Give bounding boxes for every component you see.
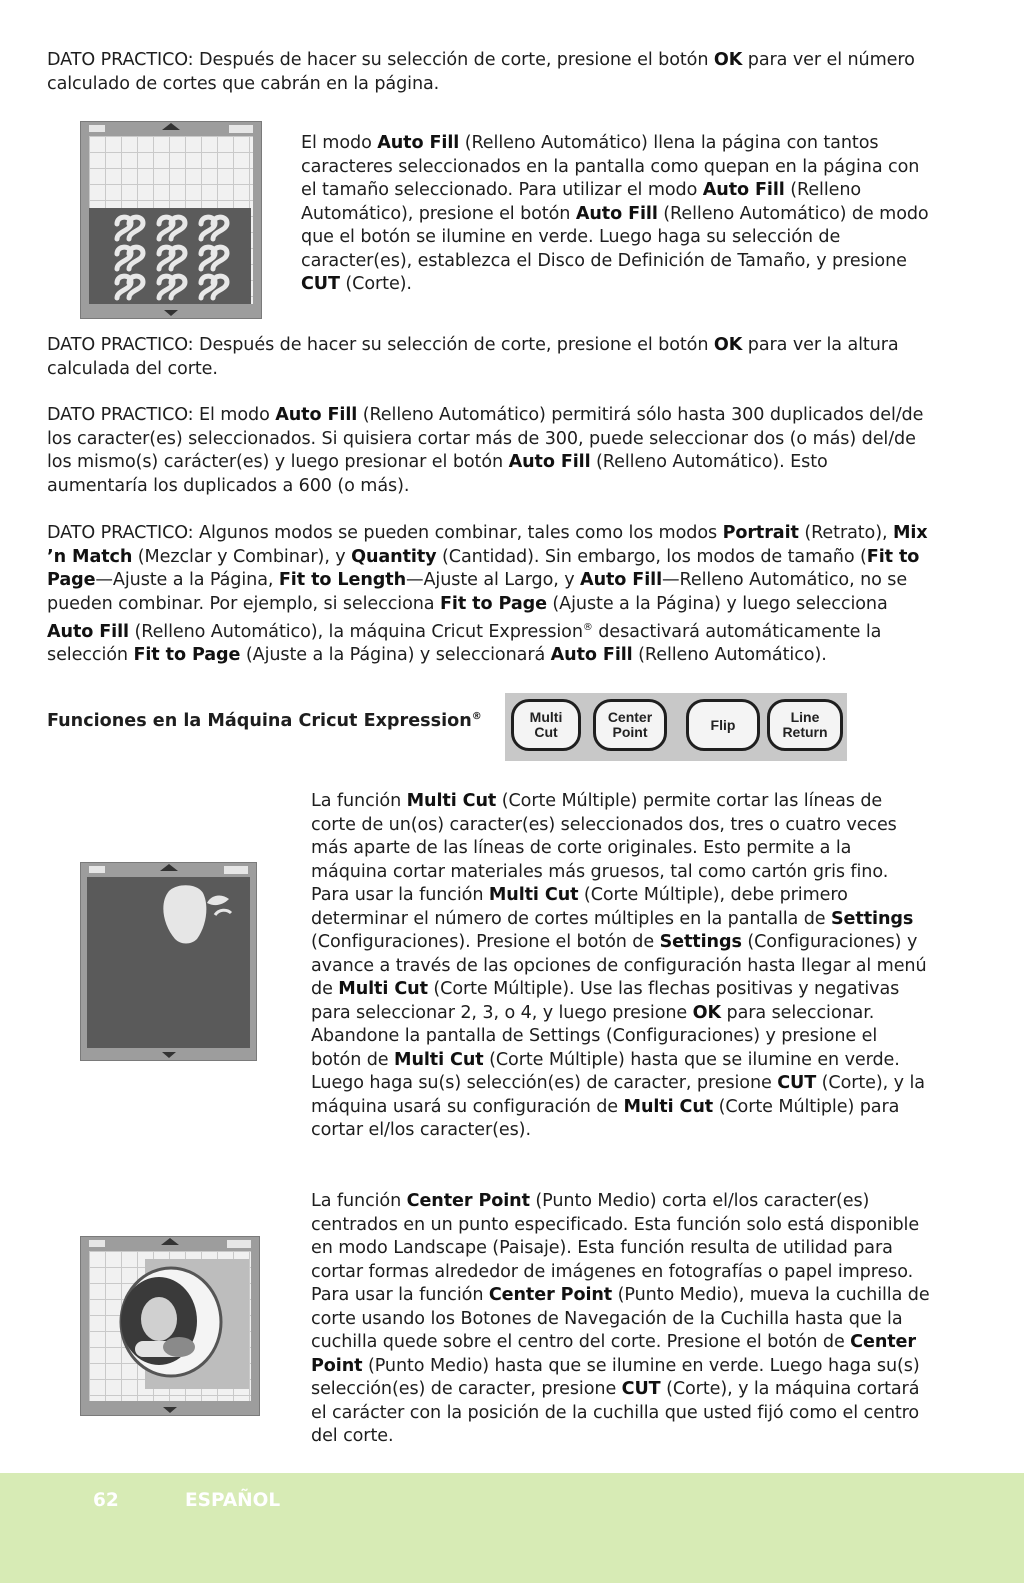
flip-button[interactable]: Flip — [686, 699, 760, 751]
portrait-photo-image — [117, 1263, 227, 1381]
center-point-paragraph: La función Center Point (Punto Medio) corta el/los caracter(es) centrados en un punto especificado. Esta función solo está disponible en modo Landscape (Paisaje). Esta función resulta de utilidad para cortar formas alrededor de imágenes en fotografías o papel impreso. Para usar la función Center Point (Punto Medio), mueva la cuchilla de corte usando los Botones de Navegación de la Cuchilla hasta que la cuchilla quede sobre el centro del corte. Presione el botón de Center Point (Punto Medio) hasta que se ilumine en verde. Luego haga su(s) selección(es) de caracter, presione CUT (Corte), y la máquina cortará el carácter con la posición de la cuchilla que usted fijó como el centro del corte. — [311, 1191, 930, 1446]
machine-buttons-panel — [505, 693, 847, 761]
mat-brand-mark — [89, 866, 105, 873]
mat-top-tab — [162, 123, 180, 130]
line-return-button[interactable]: Line Return — [767, 699, 843, 751]
mat-brand-mark — [89, 1240, 105, 1247]
multi-cut-paragraph: La función Multi Cut (Corte Múltiple) permite cortar las líneas de corte de un(os) caracter(es) seleccionados dos, tres o cuatro veces más aparte de las líneas de corte originales. Esto permite a la máquina cortar materiales más gruesos, tal como cartón gris fino. Para usar la función Multi Cut (Corte Múltiple), debe primero determinar el número de cortes múltiples en la pantalla de Settings (Configuraciones). Presione el botón de Settings (Configuraciones) y avance a través de las opciones de configuración hasta llegar al menú de Multi Cut (Corte Múltiple). Use las flechas positivas y negativas para seleccionar 2, 3, o 4, y luego presione OK para seleccionar. Abandone la pantalla de Settings (Configuraciones) y presione el botón de Multi Cut (Corte Múltiple) hasta que se ilumine en verde. Luego haga su(s) selección(es) de caracter, presione CUT (Corte), y la máquina usará su configuración de Multi Cut (Corte Múltiple) para cortar el/los caracter(es). — [311, 791, 927, 1140]
mat-top-tab — [161, 1238, 179, 1245]
tip-paragraph-1: DATO PRACTICO: Después de hacer su selección de corte, presione el botón OK para ver el número calculado de cortes que cabrán en la página. — [47, 50, 915, 94]
auto-fill-paragraph: El modo Auto Fill (Relleno Automático) llena la página con tantos caracteres seleccionados en la pantalla como quepan en la página con el tamaño seleccionado. Para utilizar el modo Auto Fill (Relleno Automático), presione el botón Auto Fill (Relleno Automático) de modo que el botón se ilumine en verde. Luego haga su selección de caracter(es), establezca el Disco de Definición de Tamaño, y presione CUT (Corte). — [301, 133, 929, 294]
multi-cut-mat-figure — [80, 862, 257, 1061]
center-point-button[interactable]: Center Point — [593, 699, 667, 751]
mat-brand-mark — [89, 125, 105, 132]
apple-shape-icon — [157, 881, 247, 945]
page-footer — [0, 1473, 1024, 1583]
mat-bottom-tab — [164, 310, 178, 316]
mat-bottom-tab — [162, 1052, 176, 1058]
multi-cut-button[interactable]: Multi Cut — [511, 699, 581, 751]
tip-paragraph-4: DATO PRACTICO: Algunos modos se pueden combinar, tales como los modos Portrait (Retrato), Mix ’n Match (Mezclar y Combinar), y Quantity (Cantidad). Sin embargo, los modos de tamaño (Fit to Page—Ajuste a la Página, Fit to Length—Ajuste al Largo, y Auto Fill—Relleno Automático, no se pueden combinar. Por ejemplo, si selecciona Fit to Page (Ajuste a la Página) y luego selecciona Auto Fill (Relleno Automático), la máquina Cricut Expression® desactivará automáticamente la selección Fit to Page (Ajuste a la Página) y seleccionará Auto Fill (Relleno Automático). — [47, 523, 928, 666]
auto-fill-s-characters — [111, 211, 241, 303]
page-number: 62 — [93, 1490, 119, 1511]
auto-fill-mat-figure — [80, 121, 262, 319]
language-label: ESPAÑOL — [185, 1490, 281, 1511]
mat-corner-label — [227, 1240, 251, 1248]
center-point-mat-figure — [80, 1236, 260, 1416]
tip-paragraph-2: DATO PRACTICO: Después de hacer su selección de corte, presione el botón OK para ver la altura calculada del corte. — [47, 335, 899, 379]
tip-paragraph-3: DATO PRACTICO: El modo Auto Fill (Relleno Automático) permitirá sólo hasta 300 duplicados del/de los caracter(es) seleccionados. Si quisiera cortar más de 300, puede seleccionar dos (o más) del/de los mismo(s) carácter(es) y luego presionar el botón Auto Fill (Relleno Automático). Esto aumentaría los duplicados a 600 (o más). — [47, 405, 924, 496]
mat-top-tab — [160, 864, 178, 871]
section-heading: Funciones en la Máquina Cricut Expression® — [47, 711, 482, 731]
mat-corner-label — [229, 125, 253, 133]
mat-bottom-tab — [163, 1407, 177, 1413]
mat-corner-label — [224, 866, 248, 874]
